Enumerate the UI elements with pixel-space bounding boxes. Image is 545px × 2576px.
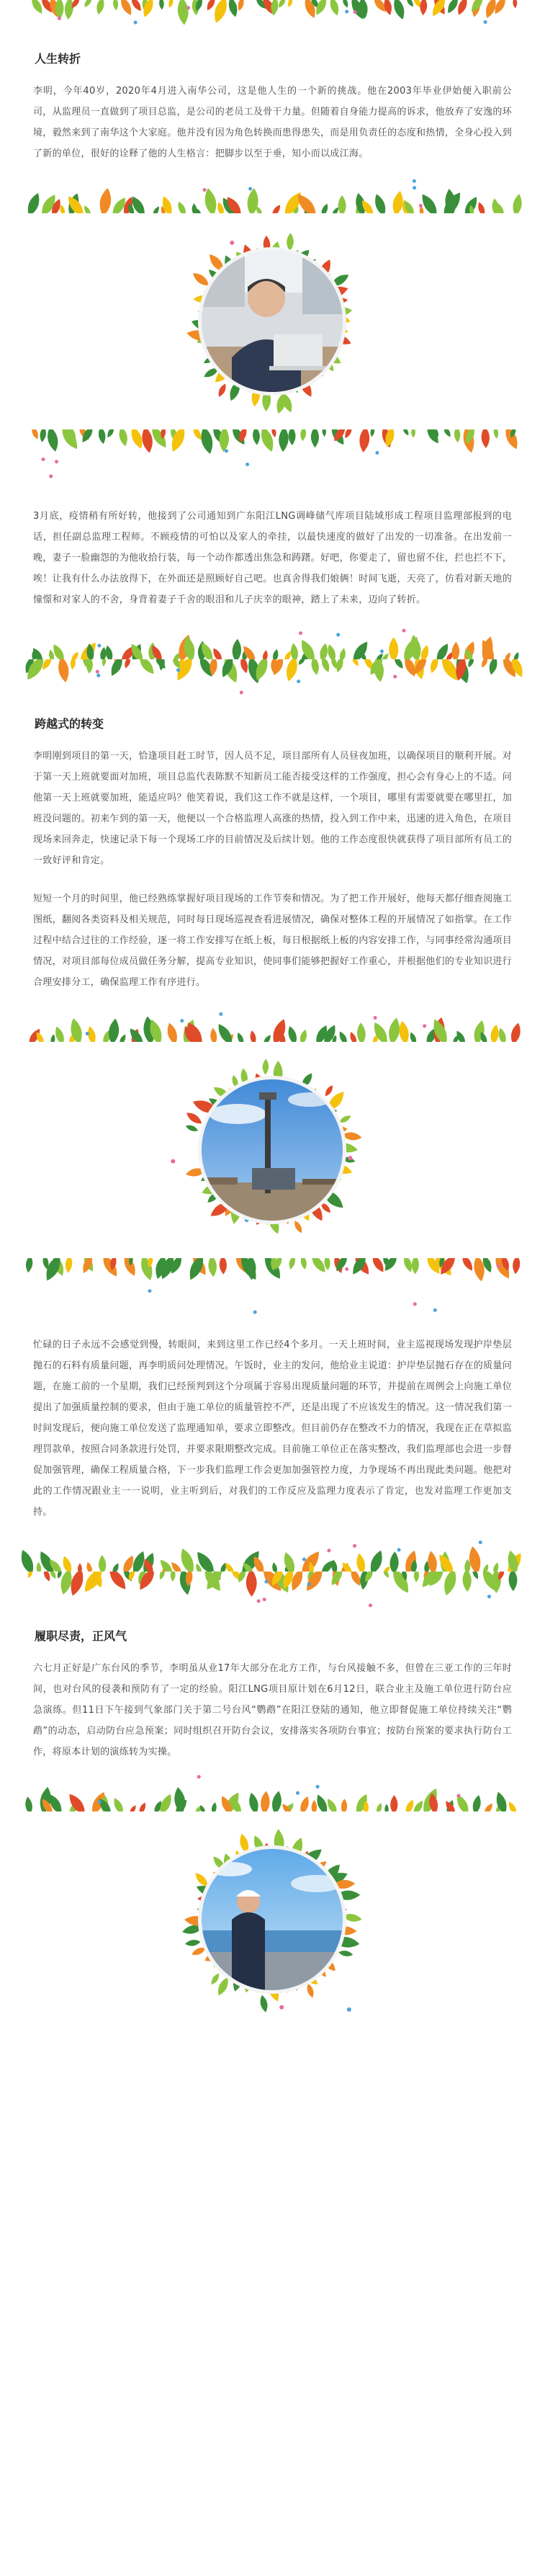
leaf-shape <box>176 0 189 25</box>
leaf-shape <box>99 1258 121 1279</box>
leaf-shape <box>355 1553 366 1572</box>
leaf-shape <box>184 1939 201 1947</box>
confetti-dot <box>345 10 348 14</box>
leaf-garland-top-5 <box>0 1572 545 1615</box>
leaf-shape <box>299 429 307 442</box>
confetti-dot <box>171 1159 175 1164</box>
leaf-shape <box>369 429 375 437</box>
confetti-dot <box>347 2007 351 2012</box>
leaf-shape <box>424 429 441 445</box>
leaf-shape <box>123 659 132 669</box>
leaf-garland-up-1 <box>0 170 545 213</box>
leaf-shape <box>442 429 452 438</box>
leaf-shape <box>298 1795 311 1811</box>
leaf-shape <box>70 659 76 670</box>
confetti-dot <box>197 1775 201 1778</box>
confetti-dot <box>296 1791 299 1795</box>
leaf-shape <box>82 205 92 213</box>
leaf-shape <box>102 659 107 667</box>
confetti-dot <box>299 631 302 635</box>
leaf-shape <box>428 659 440 674</box>
leaf-shape <box>18 1548 37 1572</box>
leaf-garland-top-4 <box>0 1258 545 1323</box>
leaf-shape <box>99 1555 107 1572</box>
leaf-shape <box>323 1084 335 1097</box>
leaf-shape <box>513 651 521 659</box>
leaf-shape <box>459 1258 474 1273</box>
leaf-shape <box>199 429 215 455</box>
leaf-shape <box>382 1565 391 1572</box>
leaf-shape <box>494 1791 509 1811</box>
confetti-dot <box>336 633 340 636</box>
leaf-shape <box>246 1572 257 1597</box>
leaf-shape <box>288 1258 297 1270</box>
confetti-dot <box>203 188 207 192</box>
paragraph-quality-issue: 忙碌的日子永远不会感觉到慢，转眼间，来到这里工作已经4个多月。一天上班时间，业主巡视现场发现护岸垫层抛石的石料有质量问题，再李明质问处理情况。午饭时，业主的发问，他给业主说道：护岸垫层抛石存在的质量问题，在施工前的一个星期，我们已经预判到这个分项属于容易出现质量问题的环节，并提前在周例会上向施工单位提出了加强质量控制的要求，但由于施工单位的质量管控不严，还是出现了不应该发生的情况。这一情况我们第一时间发现后，便向施工单位发送了监理通知单，要求立即整改。但目前仍存在整改不力的情况，我现在正在草拟监理罚款单，按照合同条款进行处罚，并要求限期整改完成。目前施工单位正在落实整改，我们监理部也会进一步督促加强管理，确保工程质量合格，下一步我们监理工作会更加加强管控力度，力争现场不再出现此类问题。他把对此的工作情况跟业主一一说明，业主听到后，对我们的工作反应及监理力度表示了肯定，也发对监理工作更加支持。 <box>33 1340 513 1517</box>
leaf-shape <box>302 1572 326 1594</box>
confetti-dot <box>457 1794 461 1798</box>
leaf-shape <box>249 1030 257 1042</box>
leaf-shape <box>408 1031 418 1042</box>
paragraph-departure: 3月底，疫情稍有所好转，他接到了公司通知到广东阳江LNG调峰储气库项目陆域形成工程项目监理部报到的电话，担任副总监理工程师。不顾疫情的可怕以及家人的牵挂，以最快速度的做好了出发的一切准备。在出发前一晚，妻子一脸幽怨的为他收拾行装，每一个动作都透出焦急和踌躇。好吧，你要走了，留也留不住，拦也拦不下，唉！让我有什么办法放得下，在外面还是照顾好自己吧。也真舍得我们娘俩！时间飞逝，天亮了，仿看对新天地的憧憬和对家人的不舍，身背着妻子千舍的眼泪和儿子庆幸的眼神，踏上了未来，迈向了转折。 <box>33 511 513 605</box>
leaf-shape <box>356 1022 366 1042</box>
leaf-shape <box>66 1791 89 1811</box>
leaf-shape <box>210 1972 221 1987</box>
confetti-dot <box>302 1558 306 1561</box>
confetti-dot <box>380 649 384 653</box>
confetti-dot <box>413 179 416 183</box>
leaf-shape <box>326 643 338 659</box>
leaf-shape <box>349 639 371 659</box>
leaf-shape <box>311 429 319 447</box>
leaf-shape <box>235 1032 245 1042</box>
leaf-shape <box>81 1572 107 1595</box>
leaf-shape <box>98 187 113 213</box>
leaf-shape <box>158 0 164 10</box>
leaf-shape <box>252 429 261 445</box>
confetti-dot <box>487 1595 491 1598</box>
leaf-shape <box>211 646 225 659</box>
leaf-shape <box>55 0 64 19</box>
leaf-shape <box>420 0 428 16</box>
leaf-shape <box>207 1258 217 1278</box>
paragraph-typhoon: 六七月正好是广东台风的季节，李明虽从业17年大部分在北方工作，与台风接触不多，但曾在三亚工作的三年时间，也对台风的侵袭和预防有了一定的经验。阳江LNG项目原计划在6月12日，联合业主及施工单位进行防台应急演练。但11日下午接到气象部门关于第二号台风“鹦鹉”在阳江登陆的通知，他立即督促施工单位持续关注“鹦鹉”的动态，启动防台应急预案；同时组织召开防台会议，安排落实各项防台事宜；按防台预案的要求执行防台工作，将原本计划的演练转为实操。 <box>33 1663 512 1757</box>
leaf-shape <box>318 643 329 659</box>
leaf-shape <box>405 0 415 8</box>
confetti-dot <box>96 670 99 674</box>
leaf-shape <box>462 1572 472 1592</box>
leaf-shape <box>482 1802 495 1811</box>
leaf-shape <box>53 1025 67 1042</box>
leaf-shape <box>262 1059 269 1075</box>
leaf-shape <box>480 659 490 669</box>
leaf-shape <box>509 1022 523 1042</box>
leaf-shape <box>136 659 157 677</box>
leaf-shape <box>56 659 71 683</box>
leaf-shape <box>127 1026 146 1042</box>
leaf-shape <box>389 637 398 659</box>
confetti-dot <box>246 463 249 466</box>
leaf-shape <box>414 1572 420 1582</box>
leaf-shape <box>30 429 40 440</box>
leaf-shape <box>287 0 294 8</box>
leaf-shape <box>359 429 371 453</box>
leaf-shape <box>140 429 155 454</box>
leaf-shape <box>338 1030 349 1042</box>
confetti-dot <box>42 458 45 461</box>
leaf-shape <box>443 1799 458 1811</box>
confetti-dot <box>264 1580 268 1584</box>
leaf-shape <box>298 638 318 659</box>
confetti-dot <box>176 668 180 672</box>
confetti-dot <box>230 241 234 245</box>
confetti-dot <box>419 204 423 208</box>
leaf-shape <box>284 659 299 682</box>
leaf-shape <box>86 1561 94 1572</box>
leaf-shape <box>512 1258 521 1275</box>
confetti-dot <box>97 643 101 647</box>
leaf-shape <box>276 0 287 9</box>
leaf-shape <box>297 659 307 667</box>
leaf-shape <box>372 192 388 213</box>
leaf-shape <box>310 659 320 676</box>
leaf-garland-up-2 <box>0 616 545 659</box>
leaf-shape <box>165 1022 179 1042</box>
leaf-shape <box>503 651 512 659</box>
leaf-shape <box>56 1572 63 1579</box>
leaf-shape <box>138 1258 156 1282</box>
leaf-shape <box>108 659 125 678</box>
leaf-shape <box>117 429 129 447</box>
leaf-shape <box>217 383 228 398</box>
leaf-shape <box>375 1802 384 1811</box>
leaf-shape <box>508 1572 518 1591</box>
leaf-shape <box>262 1033 273 1042</box>
leaf-shape <box>262 650 269 659</box>
leaf-shape <box>351 659 361 667</box>
leaf-shape <box>477 201 487 213</box>
leaf-garland-up-4 <box>0 1528 545 1572</box>
leaf-shape <box>338 1950 353 1958</box>
leaf-shape <box>487 659 499 676</box>
confetti-dot <box>353 1544 356 1548</box>
leaf-shape <box>271 1790 284 1811</box>
leaf-shape <box>112 0 118 11</box>
leaf-shape <box>389 1572 413 1595</box>
leaf-shape <box>397 1020 410 1042</box>
leaf-shape <box>467 659 475 668</box>
leaf-shape <box>158 1572 166 1580</box>
leaf-shape <box>97 429 107 445</box>
leaf-shape <box>328 0 341 17</box>
leaf-shape <box>419 644 431 659</box>
leaf-shape <box>289 643 299 659</box>
leaf-shape <box>258 1995 269 2013</box>
leaf-shape <box>112 1796 126 1811</box>
leaf-shape <box>173 1786 187 1811</box>
leaf-shape <box>320 202 330 213</box>
leaf-shape <box>389 1551 400 1572</box>
leaf-shape <box>286 1025 299 1042</box>
leaf-shape <box>39 429 47 442</box>
leaf-shape <box>288 429 296 445</box>
confetti-dot <box>248 187 252 190</box>
confetti-dot <box>402 629 405 633</box>
leaf-shape <box>232 638 242 659</box>
leaf-shape <box>482 1563 490 1572</box>
confetti-dot <box>353 10 357 14</box>
leaf-shape <box>227 0 239 18</box>
confetti-dot <box>186 6 190 9</box>
leaf-shape <box>471 1572 479 1580</box>
leaf-shape <box>507 1801 518 1811</box>
confetti-dot <box>423 1024 426 1028</box>
confetti-dot <box>397 1548 401 1551</box>
confetti-dot <box>327 1548 330 1552</box>
leaf-garland-up-3 <box>0 999 545 1042</box>
leaf-shape <box>391 0 407 21</box>
leaf-shape <box>239 659 250 674</box>
section-title-turning-point: 人生转折 <box>35 52 81 66</box>
leaf-shape <box>367 1548 385 1572</box>
confetti-dot <box>484 20 487 24</box>
confetti-dot <box>369 1604 372 1608</box>
leaf-shape <box>392 659 405 670</box>
leaf-shape <box>111 1562 120 1572</box>
leaf-shape <box>471 1794 482 1811</box>
leaf-shape <box>24 191 42 213</box>
confetti-dot <box>413 186 416 190</box>
confetti-dot <box>134 21 138 24</box>
leaf-shape <box>151 205 161 213</box>
leaf-garland-top-3 <box>0 659 545 703</box>
leaf-shape <box>391 190 405 213</box>
leaf-shape <box>78 1563 82 1572</box>
confetti-dot <box>219 1012 222 1016</box>
photo-portrait-svg <box>0 213 545 429</box>
leaf-shape <box>24 1796 34 1811</box>
leaf-shape <box>95 0 106 15</box>
leaf-shape <box>219 1258 227 1275</box>
confetti-dot <box>257 1599 261 1603</box>
leaf-shape <box>411 429 415 437</box>
leaf-shape <box>27 1572 34 1579</box>
confetti-dot <box>96 674 100 677</box>
confetti-dot <box>316 1785 320 1788</box>
confetti-dot <box>375 451 379 455</box>
paragraph-intro: 李明，今年40岁，2020年4月进入南华公司，这是他人生的一个新的挑战。他在2003年毕业伊始便入职前公司，从监理员一直做到了项目总监，是公司的老员工及骨干力量。但随着自身能力提高的诉求，他放弃了安逸的环境，毅然来到了南华这个大家庭。他并没有因为角色转换而患得患失，而是用负责任的态度和热情，全身心投入到了新的单位，很好的诠释了他的人生格言：把脚步以至于垂，知小而以成江海。 <box>33 86 513 159</box>
leaf-shape <box>481 429 490 448</box>
confetti-dot <box>240 691 243 695</box>
leaf-shape <box>322 429 326 437</box>
leaf-shape <box>402 429 410 437</box>
leaf-shape <box>451 642 460 659</box>
confetti-dot <box>279 2005 284 2010</box>
leaf-shape <box>50 1034 56 1042</box>
leaf-shape <box>60 1555 73 1572</box>
leaf-shape <box>454 429 461 442</box>
confetti-dot <box>225 449 228 453</box>
leaf-shape <box>384 1804 389 1811</box>
leaf-shape <box>403 1799 415 1811</box>
leaf-shape <box>210 1028 217 1042</box>
confetti-dot <box>348 1156 352 1160</box>
confetti-dot <box>413 1302 417 1306</box>
confetti-dot <box>148 1289 151 1293</box>
leaf-shape <box>382 1572 390 1579</box>
leaf-shape <box>211 1801 217 1811</box>
leaf-shape <box>237 0 246 12</box>
leaf-shape <box>492 1561 500 1572</box>
leaf-shape <box>493 429 499 439</box>
leaf-shape <box>454 1793 472 1811</box>
leaf-shape <box>270 0 279 16</box>
leaf-shape <box>513 0 518 8</box>
leaf-shape <box>176 200 188 213</box>
leaf-garland-top <box>0 0 545 43</box>
leaf-shape <box>42 1572 52 1582</box>
leaf-shape <box>178 1546 197 1572</box>
leaf-garland-up-5 <box>0 1768 545 1811</box>
photo-frame-2 <box>0 1042 545 1258</box>
confetti-dot <box>345 1267 348 1271</box>
leaf-shape <box>271 649 279 659</box>
leaf-shape <box>341 1799 347 1811</box>
leaf-shape <box>270 203 282 213</box>
paragraph-first-month: 短短一个月的时间里，他已经熟练掌握好项目现场的工作节奏和情况。为了把工作开展好，他每天都仔细查阅施工图纸，翻阅各类资料及相关规范，同时每日现场巡视查看进展情况，确保对整体工程的开展情况了如指掌。在工作过程中结合过往的工作经验，逐一将工作安排写在纸上板，每日根据纸上板的内容安排工作，与同事经常沟通项目情况，对项目部每位成员做任务分解，提高专业知识，使同事们能够把握好工作重心，并根据他们的专业知识进行合理安排分工，确保监理工作有序进行。 <box>33 893 513 988</box>
photo-frame-3 <box>0 1811 545 2028</box>
confetti-dot <box>433 1309 437 1312</box>
leaf-shape <box>490 1024 500 1042</box>
confetti-dot <box>253 1310 257 1314</box>
photo-frame-1 <box>0 213 545 429</box>
leaf-shape <box>247 1792 260 1811</box>
leaf-shape <box>429 0 449 19</box>
confetti-dot <box>307 1582 311 1586</box>
leaf-shape <box>292 1219 304 1234</box>
leaf-shape <box>86 659 94 674</box>
leaf-shape <box>70 651 81 659</box>
leaf-shape <box>36 1561 42 1572</box>
leaf-shape <box>260 1791 271 1811</box>
leaf-shape <box>390 1795 398 1811</box>
confetti-dot <box>263 1597 266 1601</box>
leaf-shape <box>278 429 289 452</box>
section-title-duty: 履职尽责，正风气 <box>35 1629 127 1643</box>
confetti-dot <box>58 17 61 20</box>
confetti-dot <box>98 1800 102 1804</box>
leaf-shape <box>64 1258 73 1273</box>
leaf-shape <box>325 1797 339 1811</box>
photo-site-svg <box>0 1042 545 1258</box>
leaf-shape <box>299 1258 307 1270</box>
leaf-shape <box>287 233 294 251</box>
confetti-dot <box>393 675 397 679</box>
section-title-transformation: 跨越式的转变 <box>35 717 104 731</box>
leaf-shape <box>281 1551 297 1572</box>
leaf-shape <box>271 1562 279 1572</box>
leaf-garland-top-art <box>0 0 545 43</box>
leaf-shape <box>184 1110 204 1126</box>
leaf-shape <box>348 1031 359 1042</box>
confetti-dot <box>86 1032 89 1035</box>
leaf-shape <box>118 0 135 17</box>
leaf-shape <box>338 195 346 213</box>
leaf-shape <box>320 659 332 673</box>
confetti-dot <box>297 679 300 683</box>
leaf-shape <box>185 1123 199 1133</box>
leaf-shape <box>511 193 523 213</box>
leaf-shape <box>338 648 346 659</box>
paragraph-first-day: 李明刚到项目的第一天，恰逢项目赶工时节，因人员不足，项目部所有人员昼夜加班，以确保项目的顺利开展。对于第一天上班就要面对加班，项目总监代表陈默不知新员工能否接受这样的工作强度，担心会有身心上的不适。问他第一天上班就要加班，能适应吗？他笑着说，我们这工作不就是这样，一个项目，哪里有需要就要在哪里扛，加班没问题的。初来乍到的第一天，他便以一个合格监理人高涨的热情，投入到工作中来，迅速的进入角色，在项目现场来回奔走，快速记录下每一个现场工序的目前情况及后续计划。他的工作态度很快就获得了项目部所有员工的一致好评和肯定。 <box>33 751 513 866</box>
confetti-dot <box>497 1265 500 1268</box>
leaf-shape <box>138 1801 148 1811</box>
leaf-shape <box>128 1804 138 1811</box>
leaf-shape <box>118 1033 127 1042</box>
leaf-shape <box>298 1028 308 1042</box>
leaf-garland-top-2 <box>0 429 545 494</box>
leaf-shape <box>441 1572 459 1597</box>
leaf-shape <box>106 429 116 439</box>
confetti-dot <box>374 1016 377 1020</box>
confetti-dot <box>49 475 53 478</box>
leaf-shape <box>168 0 174 8</box>
leaf-shape <box>412 1258 420 1275</box>
leaf-shape <box>341 0 349 9</box>
confetti-dot <box>55 460 58 463</box>
leaf-shape <box>170 1572 176 1582</box>
confetti-dot <box>479 1541 482 1544</box>
photo-seaside-svg <box>0 1811 545 2028</box>
leaf-shape <box>215 1022 235 1042</box>
confetti-dot <box>180 1019 184 1022</box>
leaf-shape <box>312 1800 317 1811</box>
leaf-shape <box>45 429 60 453</box>
leaf-shape <box>24 1258 33 1273</box>
leaf-shape <box>83 0 94 9</box>
